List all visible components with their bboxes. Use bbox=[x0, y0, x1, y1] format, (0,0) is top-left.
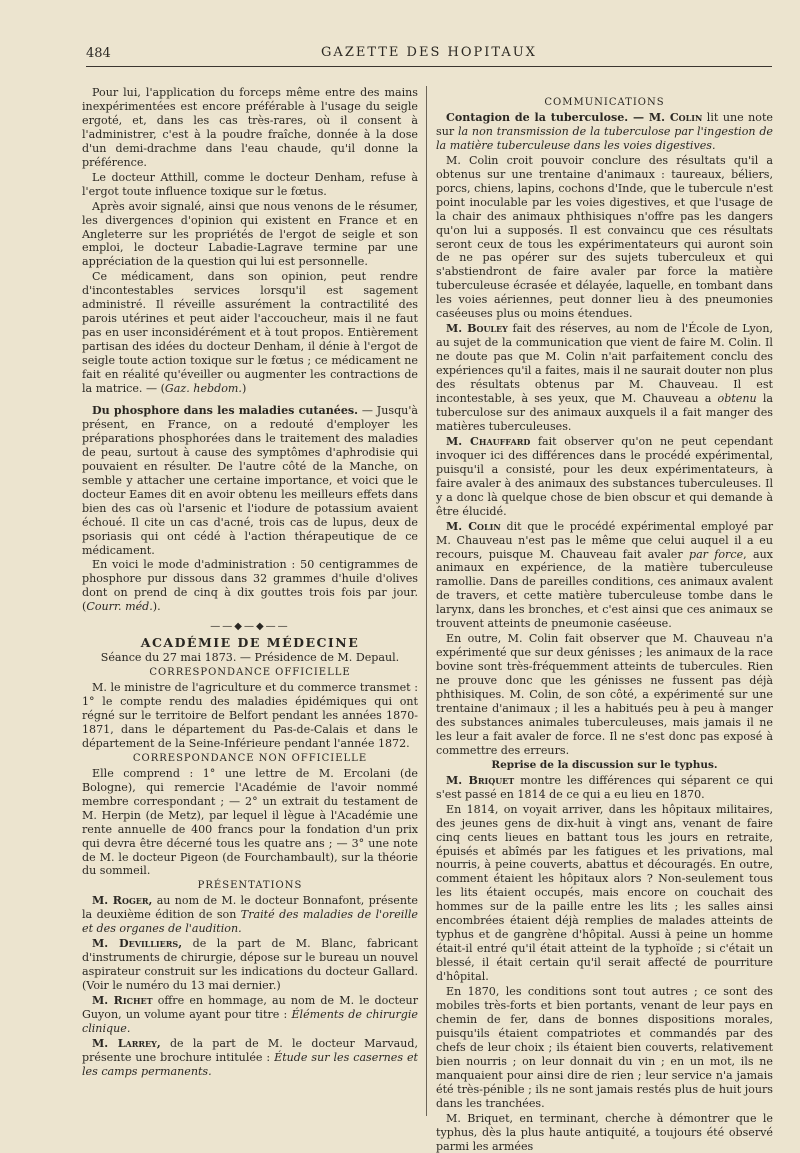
paragraph: En 1870, les conditions sont tout autres ; ce sont des mobiles très-forts et bien portants, venant de leur pays en chemin de fer, dans de bonnes dispositions morales, puisqu'ils étaient compatriotes et commandés par des chefs de leur choix ; ils étaient bien couverts, relativement bien nourris ; on leur donnait du vin ; en un mot, ils ne manquaient pour ainsi dire de rien ; leur service n'a jamais été très-pénible ; ils ne sont jamais restés plus de huit jours dans les tranchées. bbox=[436, 985, 773, 1110]
subheading-typhus: Reprise de la discussion sur le typhus. bbox=[491, 758, 718, 771]
paragraph: M. Briquet, en terminant, cherche à démontrer que le typhus, dès la plus haute antiquité, a toujours été observé parmi les armées bbox=[436, 1111, 773, 1153]
subheading-correspondance-officielle: CORRESPONDANCE OFFICIELLE bbox=[149, 667, 351, 679]
paragraph: M. Bouley fait des réserves, au nom de l'École de Lyon, au sujet de la communication que vient de faire M. Colin. Il ne doute pas que M. Colin n'ait parfaitement conclu des expériences qu'il a faites, mais il ne saurait douter non plus des résultats obtenus par M. Chauveau. Il est incontestable, à ses yeux, que M. Chauveau a obtenu la tuberculose sur des animaux auxquels il a fait manger des matières tuberculeuses. bbox=[436, 322, 774, 433]
left-column bbox=[82, 86, 418, 1116]
paragraph: Ce médicament, dans son opinion, peut rendre d'incontestables services lorsqu'il est sagement administré. Il réveille assurément la contractilité des parois utérines et peut aider l'accoucheur, mais il ne faut pas en user inconsidérément et à tout propos. Entièrement partisan des idées du docteur Denham, il dénie à l'ergot de seigle toute action toxique sur le fœtus ; ce médicament ne fait en réalité qu'éveiller ou augmenter les contractions de la matrice. — (Gaz. hebdom.) bbox=[82, 270, 418, 396]
paragraph: En 1814, on voyait arriver, dans les hôpitaux militaires, des jeunes gens de dix-huit à vingt ans, venant de faire cinq cents lieues en battant tous les jours en retraite, épuisés et abîmés par les fatigues et les privations, mal nourris, à peine couverts, abattus et découragés. En outre, comment étaient les hôpitaux alors ? Non-seulement tous les lits étaient occupés, mais encore on couchait des hommes sur de la paille entre les lits ; les salles ainsi encombrées étaient déjà remplies de malades atteints de typhus et de gangrène d'hôpital. Aussi à peine un homme était-il entré qu'il était atteint de la typhoïde ; si c'était un blessé, il était certain qu'il serait affecté de pourriture d'hôpital. bbox=[436, 802, 773, 984]
paragraph: Après avoir signalé, ainsi que nous venons de le résumer, les divergences d'opinion qui existent en France et en Angleterre sur les propriétés de l'ergot de seigle et son emploi, le docteur Labadie-Lagrave termine par une appréciation de la question qui lui est personnelle. bbox=[82, 199, 418, 269]
paragraph: En outre, M. Colin fait observer que M. Chauveau n'a expérimenté que sur deux génisses ; les animaux de la race bovine sont très-fréquemment atteints de tubercules. Rien ne prouve donc que les génisses ne fussent pas déjà phthisiques. M. Colin, de son côté, a expérimenté sur une trentaine d'animaux ; il les a habitués peu à peu à manger des substances animales tuberculeuses, mais jamais il ne les leur a fait avaler de force. Il ne s'est donc pas exposé à commettre des erreurs. bbox=[436, 632, 773, 757]
page-number: 484 bbox=[86, 46, 111, 61]
seance-line: Séance du 27 mai 1873. — Présidence de M. Depaul. bbox=[100, 651, 400, 665]
article-contagion: Contagion de la tuberculose. — M. Colin lit une note sur la non transmission de la tuberculose par l'ingestion de la matière tuberculeuse dans les voies digestives. bbox=[436, 110, 773, 152]
paragraph: M. Briquet montre les différences qui séparent ce qui s'est passé en 1814 de ce qui a eu lieu en 1870. bbox=[436, 773, 773, 801]
paragraph: M. le ministre de l'agriculture et du commerce transmet : 1° le compte rendu des maladies épidémiques qui ont régné sur le territoire de Belfort pendant les années 1870-1871, dans le département du Pas-de-Calais et dans le département de la Seine-Inférieure pendant l'année 1872. bbox=[82, 681, 418, 750]
subheading-correspondance-non-officielle: CORRESPONDANCE NON OFFICIELLE bbox=[132, 752, 368, 764]
subheading-communications: COMMUNICATIONS bbox=[544, 97, 665, 108]
paragraph: Le docteur Atthill, comme le docteur Denham, refuse à l'ergot toute influence toxique sur le fœtus. bbox=[82, 170, 418, 198]
article-lead: Du phosphore dans les maladies cutanées. bbox=[92, 403, 358, 417]
presentation-item: M. Devilliers, de la part de M. Blanc, fabricant d'instruments de chirurgie, dépose sur le bureau un nouvel aspirateur construit sur les indications du docteur Gallard. (Voir le numéro du 13 mai dernier.) bbox=[82, 937, 418, 993]
page-header bbox=[86, 44, 772, 67]
presentation-item: M. Richet offre en hommage, au nom de M. le docteur Guyon, un volume ayant pour titre : Éléments de chirurgie clinique. bbox=[82, 994, 418, 1035]
section-rule: ——◆—◆—— bbox=[210, 621, 290, 633]
citation: Courr. méd. bbox=[86, 600, 153, 614]
presentation-item: M. Roger, au nom de M. le docteur Bonnafont, présente la deuxième édition de son Traité des maladies de l'oreille et des organes de l'audition. bbox=[82, 894, 418, 936]
article-lead: Contagion de la tuberculose. bbox=[446, 110, 629, 124]
column-divider bbox=[426, 86, 427, 1116]
presentation-item: M. Larrey, de la part de M. le docteur Marvaud, présente une brochure intitulée : Étude sur les casernes et les camps permanents. bbox=[82, 1036, 419, 1078]
paragraph: En voici le mode d'administration : 50 centigrammes de phosphore pur dissous dans 32 grammes d'huile d'olives dont on prend de cinq à dix gouttes trois fois par jour. (Courr. méd.). bbox=[82, 558, 418, 614]
subheading-presentations: PRÉSENTATIONS bbox=[197, 880, 303, 892]
paragraph: M. Colin croit pouvoir conclure des résultats qu'il a obtenus sur une trentaine d'animaux : taureaux, béliers, porcs, chiens, lapins, cochons d'Inde, que le tubercule n'est point inoculable par les voies digestives, et que l'usage de la chair des animaux phthisiques n'offre pas les dangers qu'on lui a supposés. Il est convaincu que ces résultats seront ceux de tous les expérimentateurs qui auront soin de ne pas opérer sur des sujets tuberculeux et qui s'abstiendront de faire avaler par force la matière tuberculeuse écrasée et délayée, laquelle, en tombant dans les voies aériennes, peut donner lieu à des pneumonies caséeuses plus ou moins étendues. bbox=[436, 153, 773, 321]
paragraph: M. Colin dit que le procédé expérimental employé par M. Chauveau n'est pas le même que celui auquel il a eu recours, puisque M. Chauveau fait avaler par force, aux animaux en expérience, de la matière tuberculeuse ramollie. Dans de pareilles conditions, ces animaux avalent de travers, et cette matière tuberculeuse tombe dans le larynx, dans les bronches, et c'est ainsi que ces animaux se trouvent atteints de pneumonie caséeuse. bbox=[436, 519, 774, 631]
paragraph: M. Chauffard fait observer qu'on ne peut cependant invoquer ici des différences dans le procédé expérimental, puisqu'il a consisté, pour les deux expérimentateurs, à faire avaler à des animaux des substances tuberculeuses. Il y a donc là quelque chose de bien obscur et qui demande à être élucidé. bbox=[436, 434, 773, 518]
running-title: GAZETTE DES HOPITAUX bbox=[321, 45, 537, 60]
article-phosphore: Du phosphore dans les maladies cutanées. — Jusqu'à présent, en France, on a redouté d'employer les préparations phosphorées dans le traitement des maladies de peau, surtout à cause des symptômes d'aphrodisie qui pouvaient en résulter. De l'autre côté de la Manche, on semble y attacher une certaine importance, et voici que le docteur Eames dit en avoir obtenu les meilleurs effets dans bien des cas où l'arsenic et l'iodure de potassium avaient échoué. Il cite un cas d'acné, trois cas de lupus, deux de psoriasis qui ont cédé à l'action thérapeutique de ce médicament. bbox=[82, 403, 418, 557]
right-column bbox=[436, 86, 774, 1153]
section-heading-academy: ACADÉMIE DE MÉDECINE bbox=[140, 635, 360, 651]
citation: Gaz. hebdom. bbox=[164, 382, 242, 396]
paragraph: Pour lui, l'application du forceps même entre des mains inexpérimentées est encore préférable à l'usage du seigle ergoté, et, dans les cas très-rares, où il consent à l'administrer, c'est à la poudre fraîche, donnée à la dose d'un demi-drachme dans l'eau chaude, qu'il donne la préférence. bbox=[82, 86, 418, 169]
paragraph: Elle comprend : 1° une lettre de M. Ercolani (de Bologne), qui remercie l'Académie de l'avoir nommé membre correspondant ; — 2° un extrait du testament de M. Herpin (de Metz), par lequel il lègue à l'Académie une rente annuelle de 400 francs pour la fondation d'un prix qui devra être décerné tous les quatre ans ; — 3° une note de M. le docteur Pigeon (de Fourchambault), sur la théorie du sommeil. bbox=[82, 766, 418, 878]
